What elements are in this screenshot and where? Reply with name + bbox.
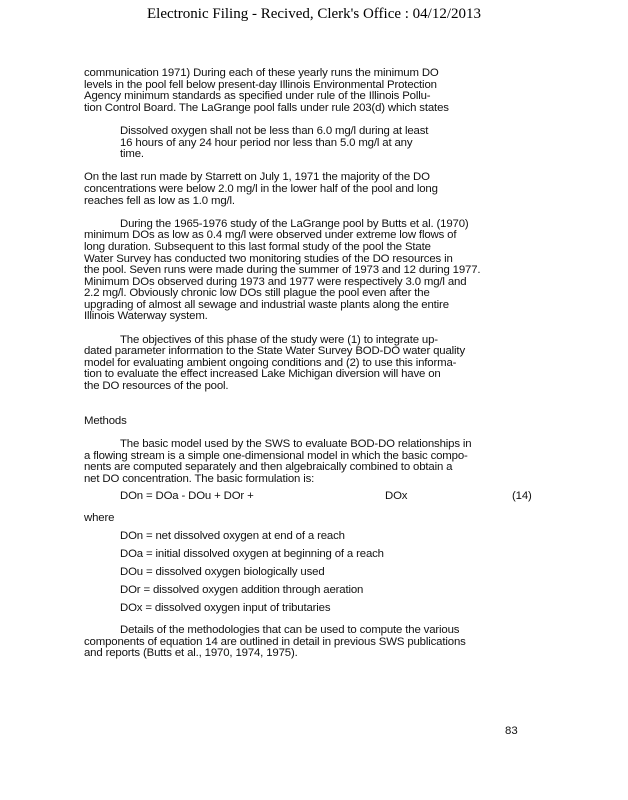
text-line: dated parameter information to the State Water Survey BOD-DO water quality [84,345,465,358]
text-line: Details of the methodologies that can be used to compute the various [120,623,460,636]
text-line: components of equation 14 are outlined in detail in previous SWS publications [84,635,466,648]
definition-list [84,527,554,617]
definition-item: DOn = net dissolved oxygen at end of a reach [120,529,345,542]
text-line: the DO resources of the pool. [84,380,229,393]
equation-term-dox: DOx [385,490,408,503]
text-line: Water Survey has conducted two monitoring studies of the DO resources in [84,252,453,265]
definition-item: DOa = initial dissolved oxygen at beginning of a reach [120,547,384,560]
text-line: nents are computed separately and then algebraically combined to obtain a [84,461,453,474]
text-line: time. [120,148,144,161]
text-line: the pool. Seven runs were made during the summer of 1973 and 12 during 1977. [84,264,481,277]
definition-item: DOx = dissolved oxygen input of tributaries [120,601,331,614]
equation-expression: DOn = DOa - DOu + DOr + [120,490,254,503]
paragraph-objectives [84,335,554,393]
paragraph-intro [84,68,554,114]
text-line: Illinois Waterway system. [84,310,208,323]
equation-14 [84,491,554,505]
text-line: model for evaluating ambient ongoing conditions and (2) to use this informa- [84,356,457,369]
text-line: tion Control Board. The LaGrange pool falls under rule 203(d) which states [84,101,449,114]
text-line: and reports (Butts et al., 1970, 1974, 1975). [84,647,298,660]
paragraph-details [84,625,554,660]
paragraph-butts-study [84,219,554,323]
definition-item: DOr = dissolved oxygen addition through aeration [120,583,364,596]
text-line: reaches fell as low as 1.0 mg/l. [84,194,235,207]
text-line: During the 1965-1976 study of the LaGrange pool by Butts et al. (1970) [120,217,469,230]
document-body [84,68,554,660]
paragraph-starrett [84,172,554,207]
definition-item: DOu = dissolved oxygen biologically used [120,565,325,578]
text-line: 16 hours of any 24 hour period nor less than 5.0 mg/l at any [120,136,413,149]
text-line: 2.2 mg/l. Obviously chronic low DOs still plague the pool even after the [84,287,430,300]
text-line: minimum DOs as low as 0.4 mg/l were observed under extreme low flows of [84,229,457,242]
text-line: The objectives of this phase of the study were (1) to integrate up- [120,333,438,346]
text-line: upgrading of almost all sewage and industrial waste plants along the entire [84,298,449,311]
equation-number: (14) [512,490,532,503]
text-line: Minimum DOs observed during 1973 and 1977 were respectively 3.0 mg/l and [84,275,467,288]
text-line: a flowing stream is a simple one-dimensional model in which the basic compo- [84,449,468,462]
text-line: Agency minimum standards as specified under rule of the Illinois Pollu- [84,90,431,103]
where-label: where [84,512,115,525]
text-line: tion to evaluate the effect increased Lake Michigan diversion will have on [84,368,441,381]
text-line: long duration. Subsequent to this last formal study of the pool the State [84,240,431,253]
text-line: communication 1971) During each of these yearly runs the minimum DO [84,67,439,79]
block-quote-standard [84,126,554,161]
text-line: Dissolved oxygen shall not be less than 6.0 mg/l during at least [120,124,429,137]
text-line: concentrations were below 2.0 mg/l in the lower half of the pool and long [84,182,438,195]
text-line: net DO concentration. The basic formulation is: [84,472,315,485]
filing-header: Electronic Filing - Recived, Clerk's Office : 04/12/2013 [146,6,482,22]
text-line: The basic model used by the SWS to evaluate BOD-DO relationships in [120,438,472,450]
text-line: levels in the pool fell below present-day Illinois Environmental Protection [84,78,437,91]
text-line: On the last run made by Starrett on July 1, 1971 the majority of the DO [84,171,430,184]
section-heading-methods: Methods [84,414,127,427]
paragraph-basic-model [84,439,554,485]
page-number: 83 [505,725,518,737]
